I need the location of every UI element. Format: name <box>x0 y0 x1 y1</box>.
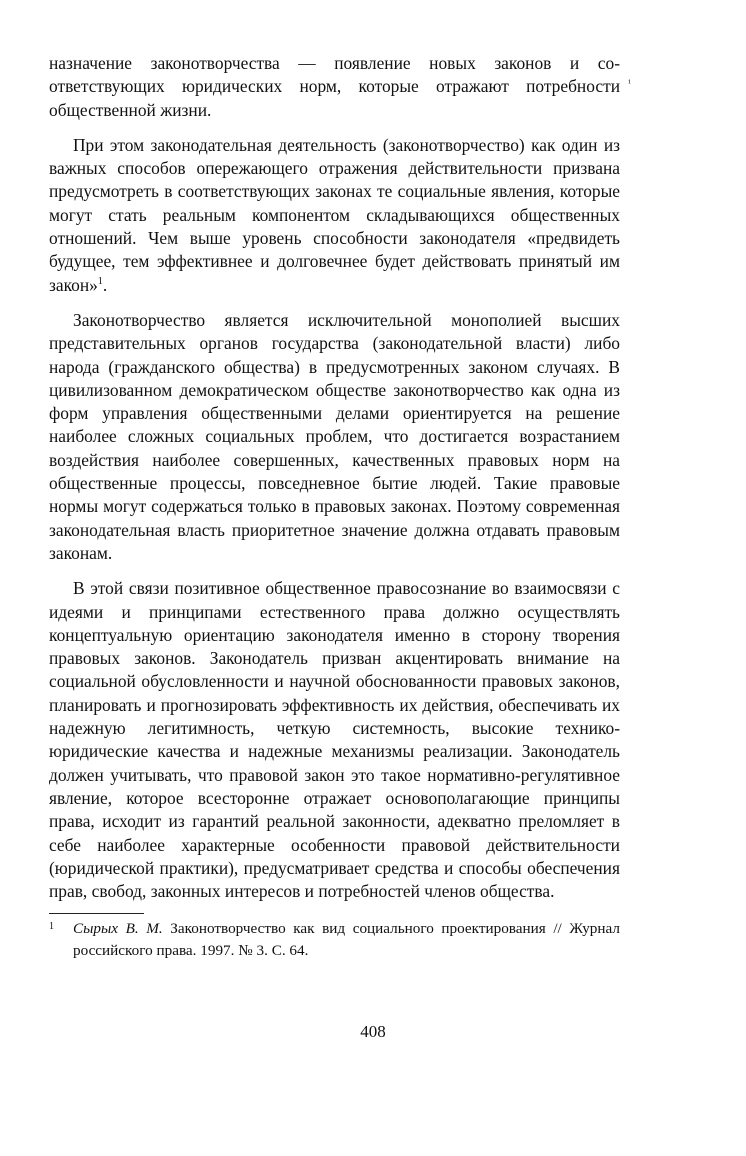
page-body <box>49 52 620 962</box>
paragraph-4: В этой связи позитивное общественное правосознание во взаимосвязи с идеями и принципами естественного права должно осуществлять концептуальную ориентацию законодателя именно в сторону творения правовых законов. Законодатель призван акцентировать внимание на социальной обусловленности и научной обоснованности правовых законов, планировать и прогнозировать эффективность их действия, обеспечивать их надежную легитимность, четкую системность, высокие технико-юридические качества и надежные механизмы реализации. Законодатель должен учитывать, что правовой закон это такое нормативно-регулятивное явление, которое всесторонне отражает основополагающие принципы права, исходит из гарантий реальной законности, адекватно преломляет в себе наиболее характерные особенности правовой действительности (юридической практики), предусматривает средства и способы обеспечения прав, свобод, законных интересов и потребностей членов общества. <box>49 578 620 902</box>
footnote-reference[interactable]: 1 <box>97 275 103 287</box>
paragraph-2: При этом законодательная деятельность (законотворчество) как один из важных способов опережающего отражения действительности призвана предусмотреть в соответствующих законах те социальные явления, которые могут стать реальным компонентом складывающихся общественных отношений. Чем выше уровень способности законодателя «предвидеть будущее, тем эффективнее и долговечнее будет действовать принятый им закон»$^1$. <box>49 134 620 295</box>
footnote <box>49 918 620 962</box>
margin-mark: ¹ <box>628 78 631 89</box>
footnote-mark: 1 <box>49 921 54 933</box>
paragraph-3: Законотворчество является исключительной монополией высших представительных органов государства (законодательной власти) либо народа (гражданского общества) в предусмотренных законом случаях. В цивилизованном демократическом обществе законотворчество как одна из форм управления общественными делами ориентируется на решение наиболее сложных социальных проблем, что достигается возрастанием воздействия наиболее совершенных, качественных правовых норм на общественные процессы, повседневное бытие людей. Такие правовые нормы могут содержаться только в правовых законах. Поэтому современная законодательная власть приоритетное значение должна отдавать правовым законам. <box>49 309 620 563</box>
page-number: 408 <box>360 1022 386 1041</box>
footnote-author: Сырых В. М. <box>73 920 163 938</box>
paragraph-1: назначение законотворчества — появление новых законов и соответствующих юридических норм, которые отражают потребности общественной жизни. <box>49 53 620 120</box>
footnote-divider <box>49 913 144 914</box>
footnote-text: Законотворчество как вид социального проектирования // Журнал российского права. 1997. № 3. С. 64. <box>73 920 620 960</box>
